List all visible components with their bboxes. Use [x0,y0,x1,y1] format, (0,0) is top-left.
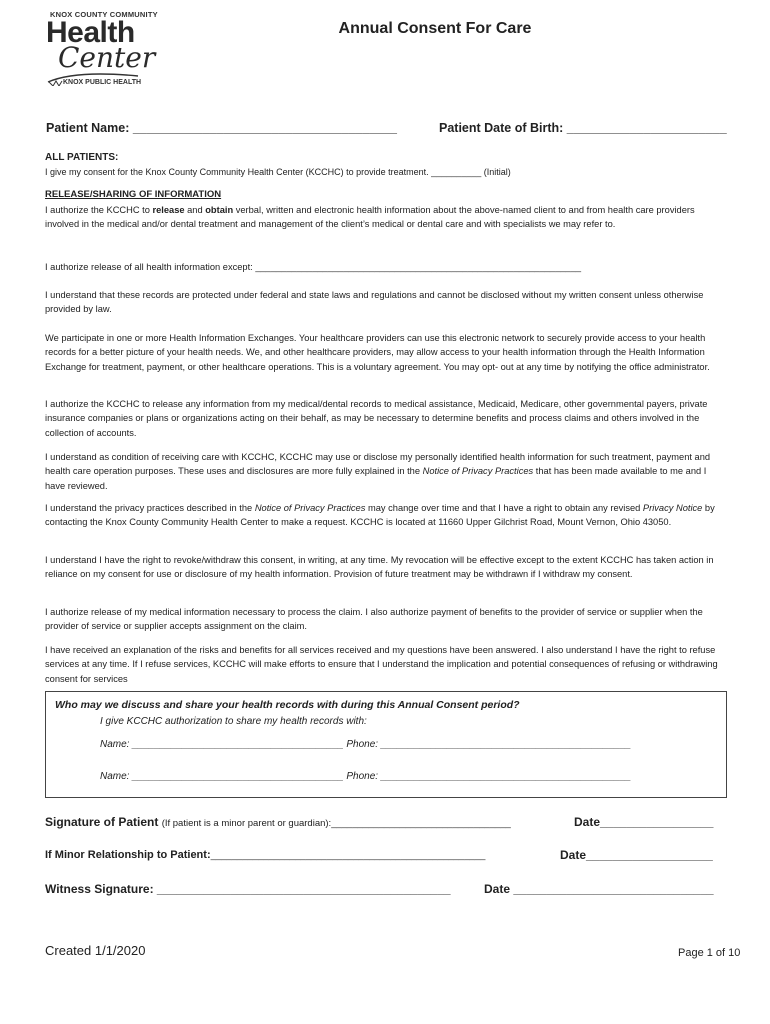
all-patients-consent-text: I give my consent for the Knox County Community Health Center (KCCHC) to provide treatment. __________ (Initial) [45,167,511,177]
paragraph-hie: We participate in one or more Health Information Exchanges. Your healthcare providers can use this electronic network to securely provide access to your health records for a better picture of your health needs. We, and other healthcare providers, may allow access to your health information through the Health Information Exchange for treatment, payment, or other healthcare operations. This is a voluntary agreement. You may opt- out at any time by notifying the office administrator. [45,333,710,372]
logo-health-text: Health [46,16,135,49]
paragraph-payers: I authorize the KCCHC to release any information from my medical/dental records to medical assistance, Medicaid, Medicare, other governmental payers, private insurance companies or plans or organizations acting on their behalf, as may be necessary to determine benefits and process claims and others involved in the collection of accounts. [45,399,708,438]
share-records-question: Who may we discuss and share your health records with during this Annual Consent period? [55,699,520,711]
logo-center-text: Center [58,41,156,74]
paragraph-claim: I authorize release of my medical information necessary to process the claim. I also authorize payment of benefits to the provider of service or supplier when the provider of service or supplier accepts assignment on the claim. [45,607,703,632]
all-patients-heading: ALL PATIENTS: [45,152,119,163]
minor-relationship-date-field[interactable]: Date___________________ [560,848,713,862]
paragraph-risks: I have received an explanation of the risks and benefits for all services received and my questions have been answered. I also understand I have the right to refuse services at any time. If I refuse services, KCCHC will make efforts to ensure that I understand the implication and potential consequences of refusing or withdrawing consent for services [45,645,718,684]
created-date: Created 1/1/2020 [45,943,146,958]
paragraph-privacy-change: I understand the privacy practices described in the Notice of Privacy Practices may change over time and that I have a right to obtain any revised Privacy Notice by contacting the Knox County Community Health Center to make a request. KCCHC is located at 11660 Upper Gilchrist Road, Mount Vernon, Ohio 43050. [45,503,715,528]
witness-signature-date-field[interactable]: Date ______________________________ [484,882,714,896]
witness-signature-field[interactable]: Witness Signature: ____________________________________________ [45,882,451,896]
page-number: Page 1 of 10 [678,947,741,959]
share-contact-row-2[interactable]: Name: ______________________________________ Phone: _____________________________________________ [100,771,632,782]
patient-name-field[interactable]: Patient Name: ______________________________________ [46,121,398,135]
release-paragraph: I authorize the KCCHC to release and obtain verbal, written and electronic health information about the above-named client to and from health care providers involved in the medical and/or dental treatment and management of the client’s medical or dental care and with specialists we may refer to. [45,205,695,230]
share-records-instruction: I give KCCHC authorization to share my health records with: [100,716,367,727]
paragraph-protected: I understand that these records are protected under federal and state laws and regulations and cannot be disclosed without my written consent unless otherwise provided by law. [45,290,704,315]
patient-dob-field[interactable]: Patient Date of Birth: _______________________ [439,121,727,135]
release-heading: RELEASE/SHARING OF INFORMATION [45,189,222,200]
paragraph-condition: I understand as condition of receiving care with KCCHC, KCCHC may use or disclose my personally identified health information for such treatment, payment and health care operation purposes. These uses and disclosures are more fully explained in the Notice of Privacy Practices that has been made available to me and I have reviewed. [45,452,711,491]
page-title: Annual Consent For Care [338,20,532,37]
minor-relationship-field[interactable]: If Minor Relationship to Patient:____________________________________________________ [45,849,486,861]
logo-bottom-text: KNOX PUBLIC HEALTH [63,79,142,86]
logo-top-text: KNOX COUNTY COMMUNITY [50,10,158,19]
release-except-field[interactable]: I authorize release of all health information except: _______________________________________________________________ [45,262,582,272]
patient-signature-field[interactable]: Signature of Patient (If patient is a minor parent or guardian):__________________________________ [45,815,511,829]
share-contact-row-1[interactable]: Name: ______________________________________ Phone: _____________________________________________ [100,739,632,750]
patient-signature-date-field[interactable]: Date_________________ [574,815,714,829]
paragraph-revoke: I understand I have the right to revoke/withdraw this consent, in writing, at any time. My revocation will be effective except to the extent KCCHC has taken action in reliance on my consent for use or disclosure of my health information. Provision of future treatment may be withdrawn if I withdraw my consent. [45,555,714,580]
